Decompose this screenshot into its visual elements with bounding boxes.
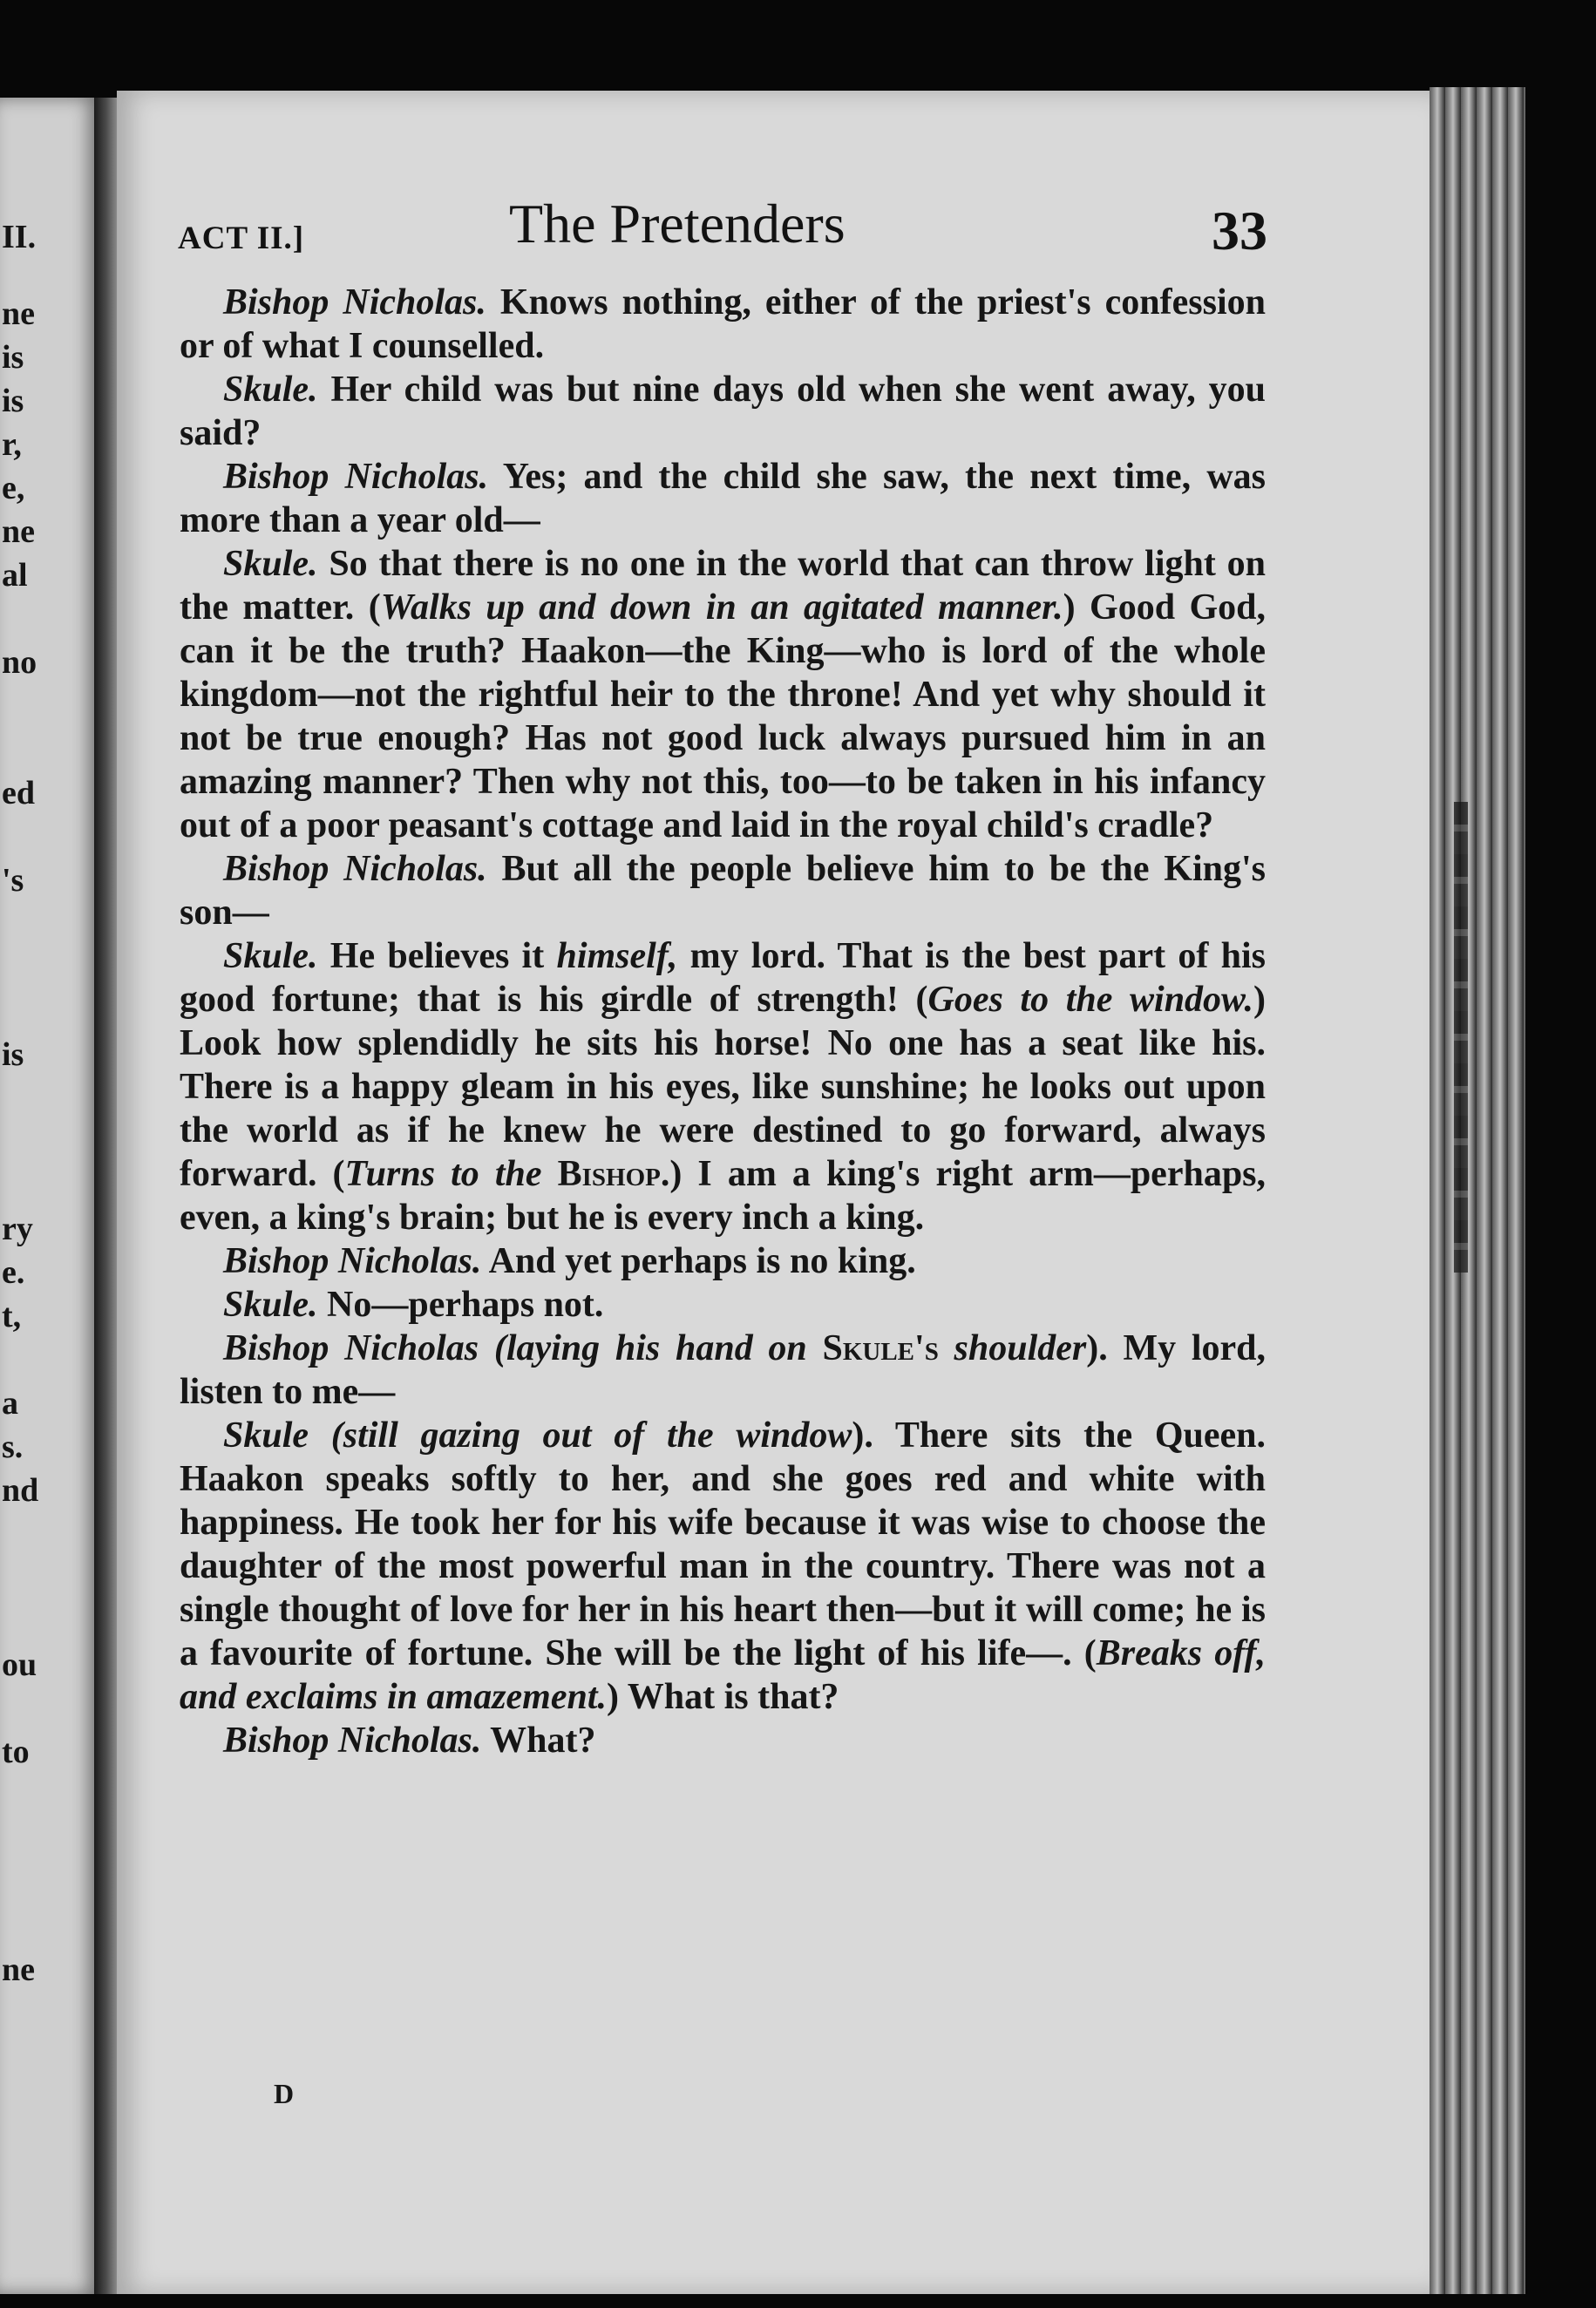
page-number: 33 bbox=[1212, 200, 1267, 261]
speech-text: So that there is no one in the world that can throw light on the matter. ( bbox=[180, 544, 1266, 628]
left-fragment: is bbox=[2, 339, 24, 376]
left-fragment: ed bbox=[2, 775, 35, 811]
speaker-name: Skule. bbox=[223, 936, 318, 976]
stage-direction-name: Skule's bbox=[822, 1328, 939, 1368]
running-head bbox=[178, 192, 1267, 270]
stage-direction: Goes to the window. bbox=[927, 980, 1254, 1020]
stage-direction: Breaks off, and exclaims in amazement. bbox=[180, 1633, 1266, 1717]
speech-text: And yet perhaps is no king. bbox=[481, 1241, 916, 1281]
speaker-name: Bishop Nicholas. bbox=[223, 457, 489, 497]
left-fragment: is bbox=[2, 383, 24, 419]
speech bbox=[180, 1414, 1266, 1719]
speech-text: ). My lord, listen to me— bbox=[180, 1328, 1266, 1412]
speech bbox=[180, 542, 1266, 847]
left-fragment: ry bbox=[2, 1211, 33, 1247]
speaker-name: Bishop Nicholas. bbox=[223, 282, 486, 322]
speech bbox=[180, 455, 1266, 542]
speech bbox=[180, 934, 1266, 1239]
left-page-edge bbox=[0, 98, 98, 2294]
speaker-name: Bishop Nicholas bbox=[223, 1328, 479, 1368]
speech-text: But all the people believe him to be the King's son— bbox=[180, 849, 1266, 933]
speech bbox=[180, 1327, 1266, 1414]
stage-direction: Walks up and down in an agitated manner. bbox=[380, 587, 1063, 628]
left-fragment: t, bbox=[2, 1298, 22, 1334]
left-fragment: nd bbox=[2, 1472, 39, 1509]
speech-text: What? bbox=[481, 1721, 596, 1761]
speech-text: Knows nothing, either of the priest's confession or of what I counselled. bbox=[180, 282, 1266, 366]
speech-text: my lord. That is the best part of his good fortune; that is his girdle of strength! ( bbox=[180, 936, 1266, 1020]
left-fragment: al bbox=[2, 557, 28, 594]
speech-text: ). There sits the Queen. Haakon speaks softly to her, and she goes red and white with happiness. He took her for his wife because it was wise to choose the daughter of the most powerful man in the country. There was not a single thought of love for her in his heart then—but it will come; he is a favourite of fortune. She will be the light of his life—. ( bbox=[180, 1415, 1267, 1673]
left-fragment: ne bbox=[2, 295, 35, 332]
speech bbox=[180, 1239, 1266, 1283]
speech-text: Yes; and the child she saw, the next time, was more than a year old— bbox=[180, 457, 1267, 540]
page-edges bbox=[1430, 87, 1525, 2294]
speech bbox=[180, 1283, 1266, 1327]
speaker-name: Bishop Nicholas. bbox=[223, 849, 487, 889]
speaker-name: Skule. bbox=[223, 544, 318, 584]
left-fragment: e. bbox=[2, 1254, 25, 1291]
left-fragment: is bbox=[2, 1036, 24, 1073]
speech-text: .) I am a king's right arm—perhaps, even, a king's brain; but he is every inch a king. bbox=[180, 1154, 1267, 1238]
speech bbox=[180, 368, 1266, 455]
speaker-name: Bishop Nicholas. bbox=[223, 1721, 482, 1761]
speaker-name: Bishop Nicholas. bbox=[223, 1241, 482, 1281]
stage-direction: (laying his hand on bbox=[479, 1328, 823, 1368]
speech-text: No—perhaps not. bbox=[317, 1285, 604, 1325]
speech-text: He believes it bbox=[317, 936, 557, 976]
speech bbox=[180, 847, 1266, 934]
emphasis: himself, bbox=[556, 936, 678, 976]
left-fragment: to bbox=[2, 1734, 30, 1770]
speaker-name: Skule. bbox=[223, 1285, 318, 1325]
left-fragment: e, bbox=[2, 470, 25, 506]
edge-marking bbox=[1454, 802, 1468, 1273]
speech-text: Her child was but nine days old when she went away, you said? bbox=[180, 370, 1266, 453]
speech bbox=[180, 1719, 1266, 1762]
left-page-text-fragments bbox=[0, 98, 98, 2294]
speech-text: ) Good God, can it be the truth? Haakon—the King—who is lord of the whole kingdom—not the rightful heir to the throne! And yet why should it not be true enough? Has not good luck always pursued him in an amazing manner? Then why not this, too—to be taken in his infancy out of a poor peasant's cottage and laid in the royal child's cradle? bbox=[180, 587, 1267, 845]
left-fragment: ne bbox=[2, 513, 35, 550]
left-fragment: 's bbox=[2, 862, 24, 899]
stage-direction: Turns to the bbox=[344, 1154, 542, 1194]
left-fragment: ne bbox=[2, 1952, 35, 1988]
left-fragment: ou bbox=[2, 1646, 37, 1683]
left-fragment: no bbox=[2, 644, 37, 681]
left-fragment: a bbox=[2, 1385, 18, 1422]
page-title: The Pretenders bbox=[509, 193, 846, 255]
speaker-name: Skule bbox=[223, 1415, 309, 1456]
left-fragment: r, bbox=[2, 426, 22, 463]
play-text bbox=[180, 281, 1266, 1762]
signature-mark: D bbox=[274, 2078, 295, 2109]
speech-text: ) Look how splendidly he sits his horse! No one has a seat like his. There is a happy gleam in his eyes, like sunshine; he looks out upon the world as if he knew he were destined to go forward, always forward. ( bbox=[180, 980, 1267, 1194]
stage-direction: (still gazing out of the window bbox=[309, 1415, 852, 1456]
left-fragment: s. bbox=[2, 1429, 24, 1465]
speech-text: ) What is that? bbox=[607, 1677, 839, 1717]
stage-direction-name: Bishop bbox=[557, 1154, 661, 1194]
act-label: ACT II.] bbox=[178, 221, 305, 256]
stage-direction: shoulder bbox=[938, 1328, 1087, 1368]
speaker-name: Skule. bbox=[223, 370, 318, 410]
speech bbox=[180, 281, 1266, 368]
left-fragment: II. bbox=[2, 219, 37, 255]
